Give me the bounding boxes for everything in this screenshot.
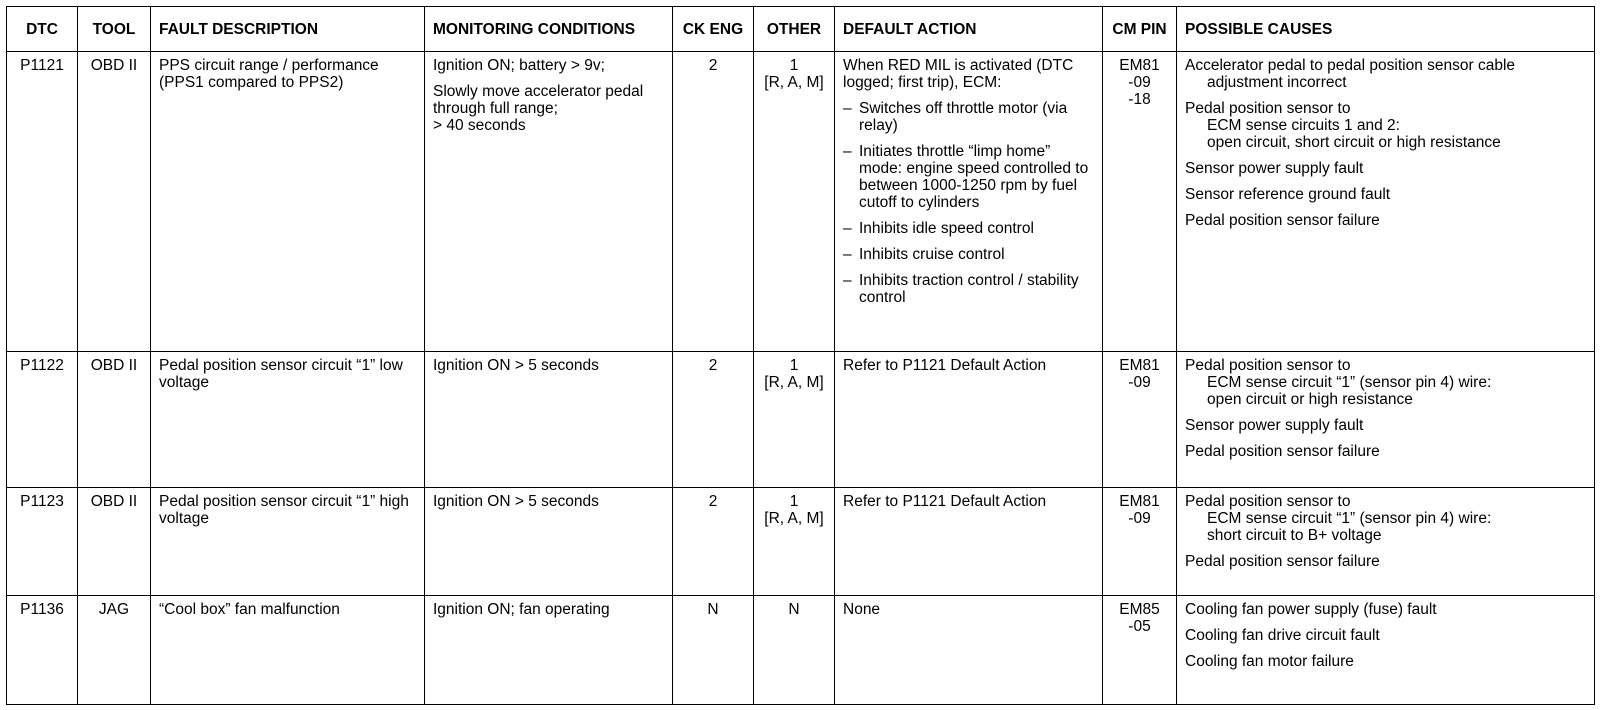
monitoring-conditions-cell [425,351,673,488]
other-cell [754,488,835,596]
header-monitoring-conditions: MONITORING CONDITIONS [425,7,673,52]
tool-cell: OBD II [78,351,151,488]
cause-item: Accelerator pedal to pedal position sensor cable adjustment incorrect [1185,57,1516,91]
dtc-cell: P1122 [7,351,78,488]
monitoring-line: Ignition ON; battery > 9v; [433,57,605,74]
monitoring-conditions-cell [425,595,673,704]
monitoring-conditions-cell [425,52,673,352]
header-default-action: DEFAULT ACTION [835,7,1103,52]
fault-description-cell: PPS circuit range / performance (PPS1 compared to PPS2) [151,52,425,352]
other-value: 1 [789,57,799,74]
cause-item: Cooling fan motor failure [1185,652,1354,670]
cause-item: Pedal position sensor failure [1185,553,1380,570]
tool-cell: JAG [78,595,151,704]
tool-cell: OBD II [78,488,151,596]
table-row [7,52,1595,352]
other-flags: [R, A, M] [764,74,824,91]
default-action-cell [835,595,1103,704]
other-cell [754,351,835,488]
default-action-item: – Inhibits cruise control [843,246,1005,263]
header-other: OTHER [754,7,835,52]
default-action-cell [835,351,1103,488]
cause-item: Sensor power supply fault [1185,160,1364,177]
monitoring-conditions-cell [425,488,673,596]
default-action-item: – Initiates throttle “limp home” mode: engine speed controlled to between 1000-1250 rpm by fuel cutoff to cylinders [843,143,1089,211]
cm-pin-connector: EM81 [1119,356,1160,374]
cm-pin-connector: EM85 [1119,600,1160,618]
tool-cell: OBD II [78,52,151,352]
cm-pin-cell [1103,351,1177,488]
cm-pin-number: -18 [1128,91,1151,108]
header-fault-description: FAULT DESCRIPTION [151,7,425,52]
monitoring-line: Ignition ON > 5 seconds [433,493,599,510]
cm-pin-number: -09 [1128,373,1151,391]
possible-causes-cell [1177,488,1595,596]
dtc-cell: P1123 [7,488,78,596]
dtc-cell: P1136 [7,595,78,704]
cause-item: Cooling fan power supply (fuse) fault [1185,600,1437,618]
ck-eng-cell: 2 [673,351,754,488]
table-row [7,488,1595,596]
default-action-intro: Refer to P1121 Default Action [843,356,1047,374]
ck-eng-cell: N [673,595,754,704]
other-value: 1 [789,356,799,374]
cm-pin-connector: EM81 [1119,493,1160,510]
default-action-intro: Refer to P1121 Default Action [843,493,1047,510]
header-possible-causes: POSSIBLE CAUSES [1177,7,1595,52]
cause-item: Pedal position sensor to ECM sense circuits 1 and 2: open circuit, short circuit or high resistance [1185,100,1501,151]
other-value: N [788,600,800,618]
cm-pin-cell [1103,52,1177,352]
monitoring-line: Ignition ON > 5 seconds [433,356,599,374]
cm-pin-number: -09 [1128,510,1151,527]
header-tool: TOOL [78,7,151,52]
cause-item: Sensor reference ground fault [1185,186,1391,203]
cause-item: Cooling fan drive circuit fault [1185,626,1380,644]
other-cell [754,52,835,352]
table-row [7,595,1595,704]
default-action-cell [835,52,1103,352]
fault-description-cell: “Cool box” fan malfunction [151,595,425,704]
monitoring-line: Slowly move accelerator pedal through full range; [433,83,644,117]
ck-eng-cell: 2 [673,52,754,352]
header-row [7,7,1595,52]
header-dtc: DTC [7,7,78,52]
ck-eng-cell: 2 [673,488,754,596]
monitoring-line: Ignition ON; fan operating [433,600,610,618]
possible-causes-cell [1177,52,1595,352]
other-cell [754,595,835,704]
other-flags: [R, A, M] [764,373,824,391]
table-row [7,351,1595,488]
header-cm-pin: CM PIN [1103,7,1177,52]
monitoring-line: > 40 seconds [433,117,526,134]
cm-pin-cell [1103,488,1177,596]
possible-causes-cell [1177,351,1595,488]
default-action-cell [835,488,1103,596]
cm-pin-connector: EM81 [1119,57,1160,74]
cause-item: Pedal position sensor failure [1185,442,1380,460]
possible-causes-cell [1177,595,1595,704]
default-action-intro: When RED MIL is activated (DTC logged; first trip), ECM: [843,57,1074,91]
cause-item: Pedal position sensor to ECM sense circuit “1” (sensor pin 4) wire: open circuit or high resistance [1185,356,1492,408]
other-value: 1 [789,493,799,510]
cm-pin-number: -09 [1128,74,1151,91]
dtc-table-document [6,6,1594,705]
default-action-intro: None [843,600,881,618]
fault-description-cell: Pedal position sensor circuit “1” low voltage [151,351,425,488]
cm-pin-number: -05 [1128,617,1151,635]
dtc-table [6,6,1595,705]
dtc-cell: P1121 [7,52,78,352]
other-flags: [R, A, M] [764,510,824,527]
cause-item: Pedal position sensor failure [1185,212,1380,229]
cause-item: Sensor power supply fault [1185,416,1364,434]
default-action-item: – Inhibits traction control / stability control [843,272,1079,306]
fault-description-cell: Pedal position sensor circuit “1” high voltage [151,488,425,596]
default-action-item: – Inhibits idle speed control [843,220,1034,237]
cause-item: Pedal position sensor to ECM sense circuit “1” (sensor pin 4) wire: short circuit to B+ voltage [1185,493,1492,544]
cm-pin-cell [1103,595,1177,704]
default-action-item: – Switches off throttle motor (via relay) [843,100,1068,134]
header-ck-eng: CK ENG [673,7,754,52]
